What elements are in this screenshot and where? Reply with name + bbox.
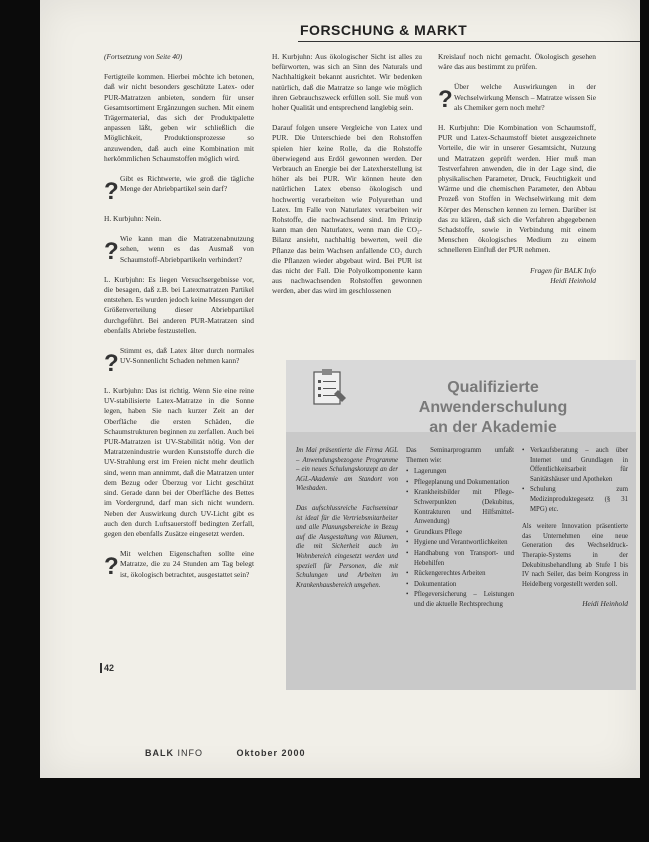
info-box-column-1	[296, 446, 398, 600]
question-text: Über welche Auswirkungen in der Wechselwirkung Mensch – Matratze wissen Sie als Chemiker gern noch mehr?	[454, 82, 596, 112]
article-column-1	[104, 52, 254, 742]
list-item: • Krankheitsbilder mit Pflege-Schwerpunkten (Dekubitus, Kontrakturen und Hilfsmittel-Anwendung)	[406, 488, 514, 526]
question-mark-icon: ?	[104, 553, 119, 581]
question-mark-icon: ?	[438, 86, 453, 114]
interviewer-credit	[438, 266, 596, 286]
list-item: • Verkaufsberatung – auch über Internet und Grundlagen in Öffentlichkeitsarbeit für Sanitätshäuser und Apotheken	[522, 446, 628, 484]
paragraph: Das aufschlussreiche Fachseminar ist ideal für die Vertriebsmitarbeiter und alle Planungsbereiche in Bezug auf die Ausgestaltung von Räumen, die mit Sicherheit auch im Wohnbereich eingesetzt werden und speziell für Personen, die mit Schulungen und Arbeiten im Krankenhausbereich umgehen.	[296, 504, 398, 589]
answer-paragraph: H. Kurbjuhn: Die Kombination von Schaumstoff, PUR und Latex-Schaumstoff bietet ausgezeichnete Vorteile, die wir in unserer Gesamtsicht, Nutzung und Matratzen geprüft werden. Hier muß man Testverfahren anwenden, die in der Lage sind, die physikalischen Parameter, Druck, Feuchtigkeit und Wärme und die chemischen Parameter, den Abbau Prozeß von Stoffen in Wechselwirkung mit dem Körper des Menschen kennen zu lernen. Darüber ist das zu klären, daß sich die Verfahren abgegebenen Schadstoffe, sowie in Verbindung mit einem Menschen ökologisches Medium zu einem schnelleren Einfluß der PUR nehmen.	[438, 123, 596, 255]
clipboard-checklist-icon	[308, 368, 348, 408]
question-mark-icon: ?	[104, 178, 119, 206]
paragraph: Im Mai präsentierte die Firma AGL – Anwendungsbezogene Programme – ein neues Schulungskonzept an der AGL-Akademie am Standort von Wiesbaden.	[296, 447, 398, 493]
continuation-note: (Fortsetzung von Seite 40)	[104, 52, 183, 61]
list-item: • Dokumentation	[406, 580, 514, 590]
question-mark-icon: ?	[104, 350, 119, 378]
question-text: Gibt es Richtwerte, wie groß die tägliche Menge der Abriebpartikel sein darf?	[120, 174, 254, 194]
credit-author: Heidi Heinhold	[550, 275, 596, 285]
question-block	[104, 549, 254, 580]
question-block	[104, 346, 254, 376]
question-mark-icon: ?	[104, 238, 119, 266]
list-intro: Das Seminarprogramm umfaßt Themen wie:	[406, 447, 514, 464]
list-item: • Hygiene und Verantwortlichkeiten	[406, 538, 514, 548]
question-text: Wie kann man die Matratzenabnutzung sehen, wenn es das Ausmaß von Schaumstoff-Abriebpartikeln verhindert?	[120, 234, 254, 264]
section-header	[298, 22, 640, 42]
list-item: • Rückengerechtes Arbeiten	[406, 569, 514, 579]
list-item: • Lagerungen	[406, 467, 514, 477]
list-item: • Handhabung von Transport- und Hebehilfen	[406, 549, 514, 568]
info-box-header	[286, 360, 636, 436]
info-box-title: Qualifizierte Anwenderschulung an der Akademie	[418, 379, 568, 436]
question-block	[438, 82, 596, 113]
section-title: FORSCHUNG & MARKT	[300, 22, 468, 38]
article-column-2	[272, 52, 422, 352]
page-number: 42	[100, 663, 114, 673]
paragraph: Darauf folgen unsere Vergleiche von Latex und PUR. Die Unterschiede bei den Rohstoffen spielen hier keine Rolle, da die Rohstoffe überwiegend aus Erdöl gewonnen werden. Der Verbrauch an Energie bei der Latexherstellung ist höher als bei PUR. Wir können heute den natürlichen Latex ebenso ökologisch und hochwertig verarbeiten wie Polyurethan und Latex. Im Falle von Naturlatex verarbeiten wir Rohstoffe, die nachwachsend sind. Im Prinzip kann man den Naturlatex, wenn man die CO₂-Bilanz ansieht, nachhaltig bewerten, weil die Pflanze das beim Wachsen anfallende CO₂ durch die Pflanzen wieder abgebaut wird. Bei PUR ist das nicht der Fall. Die Polyolkomponente kann aus nachwachsenden Rohstoffen gewonnen werden, aber das wird im geschlossenen	[272, 123, 422, 296]
info-box-column-2	[406, 446, 514, 611]
question-block	[104, 174, 254, 204]
list-item: • Pflegeplanung und Dokumentation	[406, 478, 514, 488]
list-item: • Pflegeversicherung – Leistungen und die aktuelle Rechtsprechung	[406, 590, 514, 609]
footer-date: Oktober 2000	[236, 748, 306, 758]
answer-paragraph: L. Kurbjuhn: Es liegen Versuchsergebnisse vor, die besagen, daß z.B. bei Latexmatratzen Partikel entstehen. Es wurden jedoch keine Messungen der Größenverteilung dieser Abriebpartikel durchgeführt. Bei anderen PUR-Matratzen sind ebenfalls Abriebe festzustellen.	[104, 274, 254, 335]
info-box-column-3	[522, 446, 628, 609]
box-author: Heidi Heinhold	[582, 599, 628, 609]
question-block	[104, 234, 254, 265]
paragraph: Fertigteile kommen. Hierbei möchte ich betonen, daß wir nicht besonders geschützte Latex- oder PUR-Matratzen anbieten, sondern für unser Gesamtsortiment Ergänzungen suchen. Mit einem Trägermaterial, das sich der Produktpalette anpassen läßt, geben wir schließlich die Möglichkeit, Produktionsprozesse so anzuwenden, daß auch eine Kombination mit herkömmlichen Schaumstoffen möglich wird.	[104, 72, 254, 163]
article-column-3	[438, 52, 596, 352]
header-rule	[298, 41, 640, 42]
list-item: • Schulung zum Medizinproduktegesetz (§ 31 MPG) etc.	[522, 485, 628, 514]
question-text: Stimmt es, daß Latex älter durch normales UV-Sonnenlicht Schaden nehmen kann?	[120, 346, 254, 366]
answer-paragraph: L. Kurbjuhn: Das ist richtig. Wenn Sie eine reine UV-stabilisierte Latex-Matratze in die Sonne legen, haben Sie nach kurzer Zeit an der Oberfläche die ersten Schäden, die Schaumstrukturen beginnen zu zerfallen. Auch bei PUR-Matratzen ist UV-Stabilität nötig. Von der Matratzenindustrie wurden Kunststoffe durch die UV-Strahlung erst im Freien nicht mehr deutlich sind, wenn man annimmt, daß die Matratzen unter dem Bezug oder Überzug vor Licht geschützt sind. Gerade dann bei der Oberfläche des Bettes im Vordergrund, darf man sich nicht wundern. Neben der Auswirkung durch UV-Licht gibt es auch den durch Luftsauerstoff bedingten Zerfall, gegen den ebenfalls Zusätze eingesetzt werden.	[104, 386, 254, 538]
footer-brand: BALK INFO	[145, 748, 204, 758]
answer-paragraph: H. Kurbjuhn: Aus ökologischer Sicht ist alles zu befürworten, was sich an Sinn des Naturals und Nachhaltigkeit bekannt ausrichtet. Wir bedenken natürlich, daß die Matratze so lange wie möglich ihren Gebrauchszweck erfüllen soll. Sie muß von hoher Qualität und entsprechend langlebig sein.	[272, 52, 422, 113]
seminar-info-box	[286, 360, 636, 690]
paragraph: Kreislauf noch nicht gemacht. Ökologisch gesehen wäre das aus bestimmt zu prüfen.	[438, 52, 596, 72]
list-item: • Grundkurs Pflege	[406, 528, 514, 538]
question-text: Mit welchen Eigenschaften sollte eine Matratze, die zu 24 Stunden am Tag belegt ist, ökologisch betrachtet, ausgestattet sein?	[120, 549, 254, 579]
paragraph: Als weitere Innovation präsentierte das Unternehmen eine neue Generation des Wechseldruck-Therapie-Systems in der Dekubitusbehandlung ab Stufe I bis IV nach Seiler, das beim Kongress in Heidelberg vorgestellt werden soll.	[522, 523, 628, 588]
credit-line: Fragen für BALK Info	[530, 265, 596, 275]
seminar-topic-list	[406, 467, 514, 609]
answer-paragraph: H. Kurbjuhn: Nein.	[104, 214, 162, 224]
page-footer	[145, 748, 306, 758]
seminar-topic-list-continued	[522, 446, 628, 514]
